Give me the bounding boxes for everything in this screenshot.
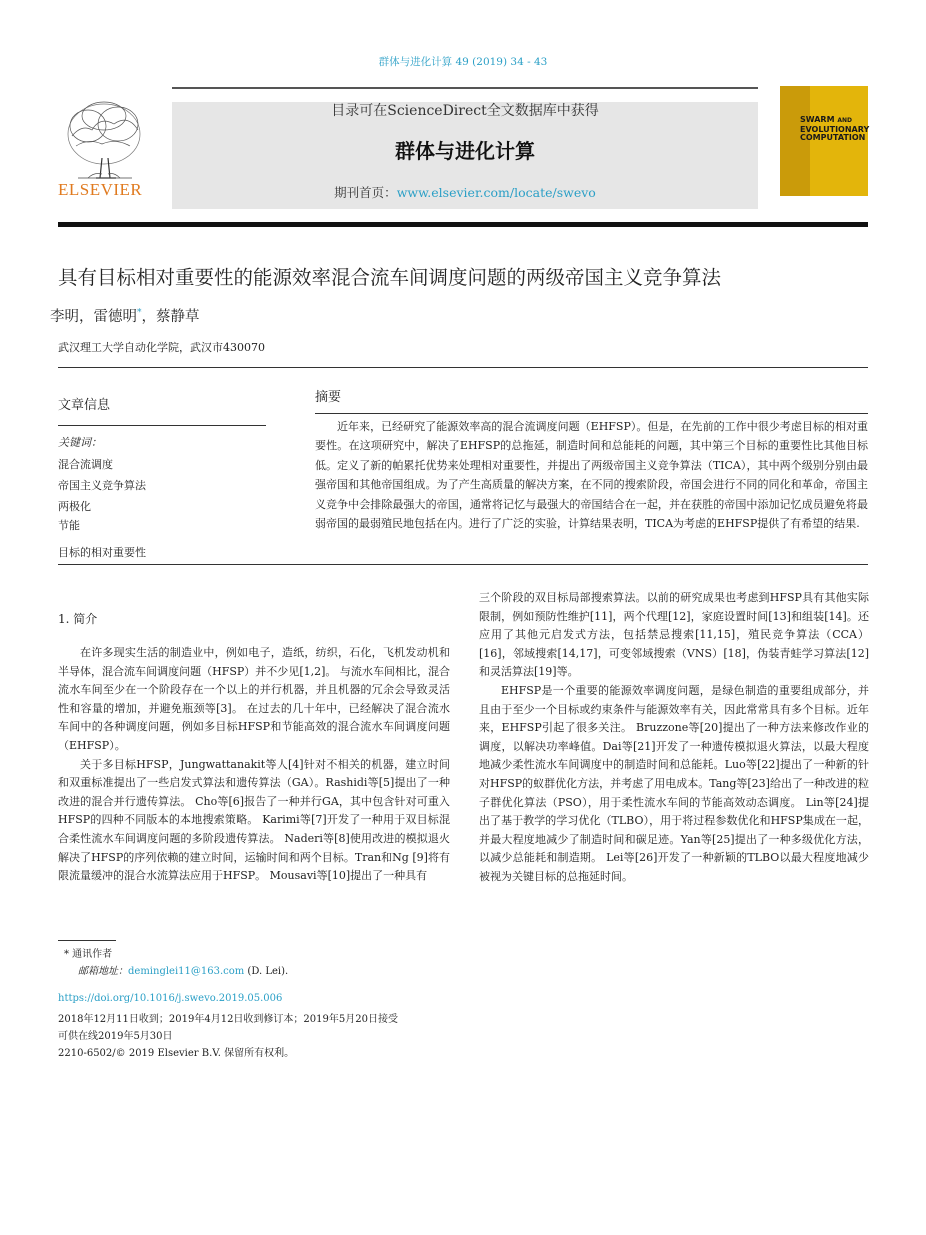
abstract-text: 近年来，已经研究了能源效率高的混合流调度问题（EHFSP）。但是，在先前的工作中很少考虑目标的相对重要性。在这项研究中，解决了EHFSP的总拖延，制造时间和总能耗的问题，其中第三个目标的重要性比其他目标低。定义了新的帕累托优势来处理相对重要性，并提出了两级帝国主义竞争算法（TICA），其中两个级别分别由最强帝国和其他帝国组成。为了产生高质量的解决方案，在不同的搜索阶段，帝国会进行不同的同化和革命，帝国主义竞争中会排除最强大的帝国，通常将记忆与最强大的帝国结合在一起，并在获胜的帝国中添加记忆成员避免将最弱帝国的最弱殖民地包括在内。进行了广泛的实验，计算结果表明，TICA为考虑的EHFSP提供了有希望的结果.: [315, 420, 868, 531]
running-header: 群体与进化计算 49 (2019) 34 - 43: [378, 56, 548, 68]
corresponding-author-mark[interactable]: *: [137, 308, 142, 319]
authors: 李明，雷德明*，蔡静草: [50, 308, 200, 325]
keyword: 两极化: [58, 500, 91, 513]
paragraph: EHFSP是一个重要的能源效率调度问题，是绿色制造的重要组成部分，并且由于至少一个目标或约束条件与能源效率有关，因此常常具有多个目标。近年来，EHFSP引起了很多关注。 Bruzzone等[20]提出了一种方法来修改作业的调度，以解决功率峰值。Dai等[21]开发了一种遗传模拟退火算法，以最大程度地减少柔性流水车间调度中的制造时间和总能耗。Luo等[22]提出了一种新的针对HFSP的蚁群优化方法，并考虑了用电成本。Tang等[23]给出了一种改进的粒子群优化算法（PSO），用于柔性流水车间的节能高效动态调度。 Lin等[24]提出了基于教学的学习优化（TLBO），用于将过程参数优化和HFSP集成在一起，并最大程度地减少了制造时间和碳足迹。Yan等[25]提出了一种多级优化方法，以减少总能耗和制造期。 Lei等[26]开发了一种新颖的TLBO以最大程度地减少被视为关键目标的总拖延时间。: [479, 683, 869, 883]
paragraph: 三个阶段的双目标局部搜索算法。以前的研究成果也考虑到HFSP具有其他实际限制，例如预防性维护[11]，两个代理[12]，家庭设置时间[13]和组装[14]。还应用了其他元启发式方法，包括禁忌搜索[11,15]，殖民竞争算法（CCA）[16]，邻域搜索[14,17]，可变邻域搜索（VNS）[18]，伪装青蛙学习算法[12]和灵活算法[19]等。: [479, 591, 869, 679]
banner-availability: 目录可在ScienceDirect全文数据库中获得: [331, 103, 599, 119]
paragraph: 在许多现实生活的制造业中，例如电子，造纸，纺织，石化，飞机发动机和半导体，混合流车间调度问题（HFSP）并不少见[1,2]。 与流水车间相比，混合流水车间至少在一个阶段存在一个以上的并行机器，并且机器的冗余会导致灵活性和容量的增加，并避免瓶颈等[3]。 在过去的几十年中，已经解决了混合流水车间中的各种调度问题，例如多目标HFSP和节能高效的混合流水车间调度问题（EHFSP）。: [58, 646, 450, 752]
divider: [58, 367, 868, 368]
keyword: 节能: [58, 519, 80, 532]
divider: [315, 413, 868, 414]
keyword: 目标的相对重要性: [58, 546, 146, 559]
keyword: 混合流调度: [58, 458, 113, 471]
keywords-label: 关键词：: [58, 436, 102, 449]
article-info-heading: 文章信息: [58, 398, 111, 413]
affiliation: 武汉理工大学自动化学院，武汉市430070: [58, 341, 265, 354]
history-dates: 2018年12月11日收到；2019年4月12日收到修订本；2019年5月20日接受: [58, 1014, 398, 1025]
body-column-right: [479, 589, 869, 887]
footnote-email: 邮箱地址：deminglei11@163.com (D. Lei).: [78, 966, 289, 977]
cover-title: SWARM AND EVOLUTIONARY COMPUTATION: [800, 115, 870, 142]
footnote-rule: [58, 940, 116, 941]
footnote-corresponding: * 通讯作者: [64, 949, 113, 960]
abstract-heading: 摘要: [315, 390, 342, 405]
online-date: 可供在线2019年5月30日: [58, 1031, 173, 1042]
header-rule: [58, 222, 868, 227]
paragraph: 关于多目标HFSP，Jungwattanakit等人[4]针对不相关的机器，建立时间和双重标准提出了一些启发式算法和遗传算法（GA）。Rashidi等[5]提出了一种改进的混合并行遗传算法。 Cho等[6]报告了一种并行GA，其中包含针对可重入HFSP的四种不同版本的本地搜索策略。 Karimi等[7]开发了一种用于双目标混合柔性流水车间调度问题的多阶段遗传算法。 Naderi等[8]使用改进的模拟退火解决了HFSP的序列依赖的建立时间，运输时间和两个目标。Tran和Ng [9]将有限流量缓冲的混合水流算法应用于HFSP。 Mousavi等[10]提出了一种具有: [58, 757, 450, 883]
section-heading: 1. 简介: [58, 612, 98, 626]
article-title: 具有目标相对重要性的能源效率混合流车间调度问题的两级帝国主义竞争算法: [58, 266, 722, 289]
divider: [58, 564, 868, 565]
journal-title: 群体与进化计算: [395, 139, 535, 163]
keyword: 帝国主义竞争算法: [58, 479, 146, 492]
homepage-label: 期刊首页：: [334, 185, 397, 200]
homepage-link[interactable]: www.elsevier.com/locate/swevo: [396, 185, 596, 200]
email-link[interactable]: deminglei11@163.com: [128, 966, 245, 977]
banner-top-rule: [172, 87, 758, 89]
journal-homepage: [172, 183, 758, 201]
divider: [58, 425, 266, 426]
body-column-left: [58, 644, 450, 886]
copyright: 2210-6502/© 2019 Elsevier B.V. 保留所有权利。: [58, 1048, 295, 1059]
doi-link[interactable]: https://doi.org/10.1016/j.swevo.2019.05.006: [58, 993, 283, 1004]
elsevier-wordmark: ELSEVIER: [58, 180, 143, 199]
